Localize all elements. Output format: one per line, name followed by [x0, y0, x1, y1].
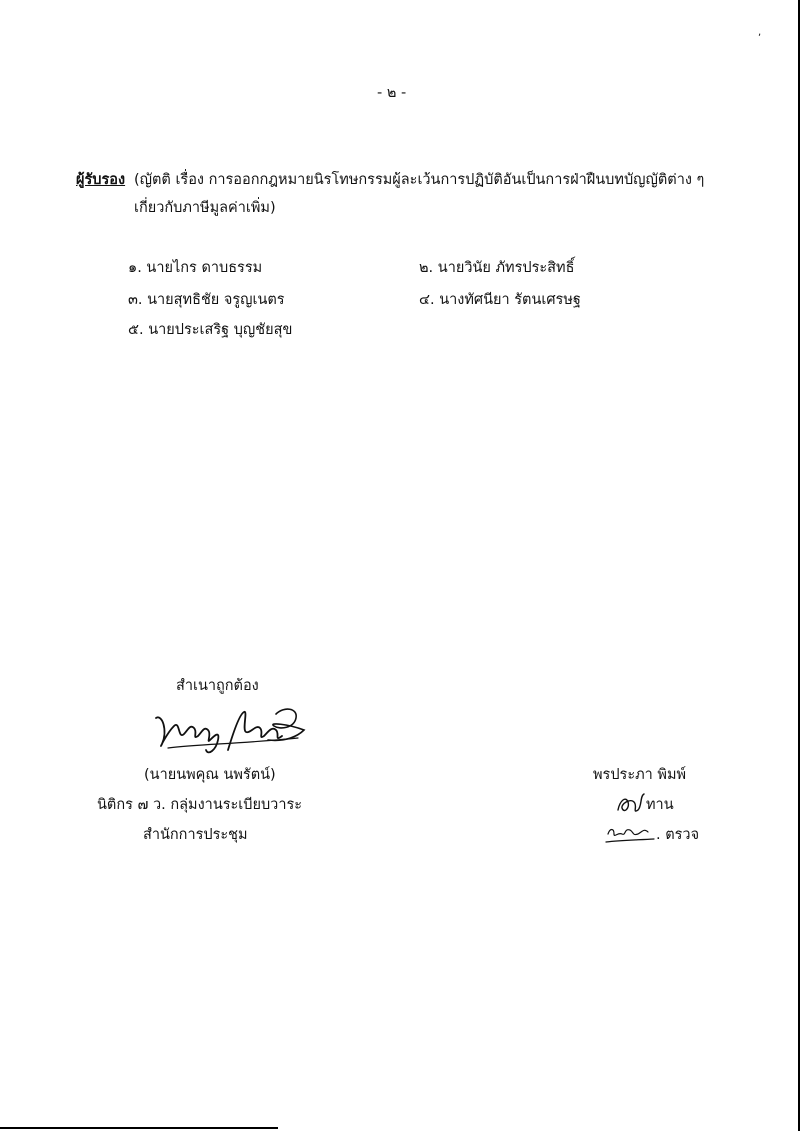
- scan-speck: ,: [758, 27, 762, 38]
- handwritten-signature: [148, 700, 308, 760]
- signer-item: ๑. นายไกร ดาบธรรม: [128, 260, 263, 276]
- scan-bottom-line: [0, 1127, 278, 1129]
- proofreader-role: ทาน: [646, 797, 674, 813]
- signer-item: ๕. นายประเสริฐ บุญชัยสุข: [128, 322, 293, 338]
- typist-note: พรประภา พิมพ์: [593, 767, 687, 783]
- checker-role: . ตรวจ: [656, 827, 700, 843]
- endorsers-label: ผู้รับรอง: [76, 172, 126, 188]
- checker-initials: [602, 822, 656, 848]
- proofreader-initials: [614, 790, 648, 818]
- certified-copy-label: สำเนาถูกต้อง: [176, 678, 259, 694]
- page-number: - ๒ -: [377, 85, 407, 101]
- signer-item: ๒. นายวินัย ภัทรประสิทธิ์: [419, 260, 575, 276]
- motion-title-line-2: เกี่ยวกับภาษีมูลค่าเพิ่ม): [134, 200, 276, 216]
- signer-item: ๔. นางทัศนียา รัตนเศรษฐ: [419, 292, 581, 308]
- certifier-position: นิติกร ๗ ว. กลุ่มงานระเบียบวาระ: [97, 797, 303, 813]
- motion-title-line-1: (ญัตติ เรื่อง การออกกฎหมายนิรโทษกรรมผู้ละเว้นการปฏิบัติอันเป็นการฝ่าฝืนบทบัญญัติต่าง ๆ: [134, 172, 705, 188]
- signer-item: ๓. นายสุทธิชัย จรูญเนตร: [128, 292, 285, 308]
- certifier-office: สำนักการประชุม: [143, 827, 248, 843]
- certifier-name: (นายนพคุณ นพรัตน์): [144, 767, 276, 783]
